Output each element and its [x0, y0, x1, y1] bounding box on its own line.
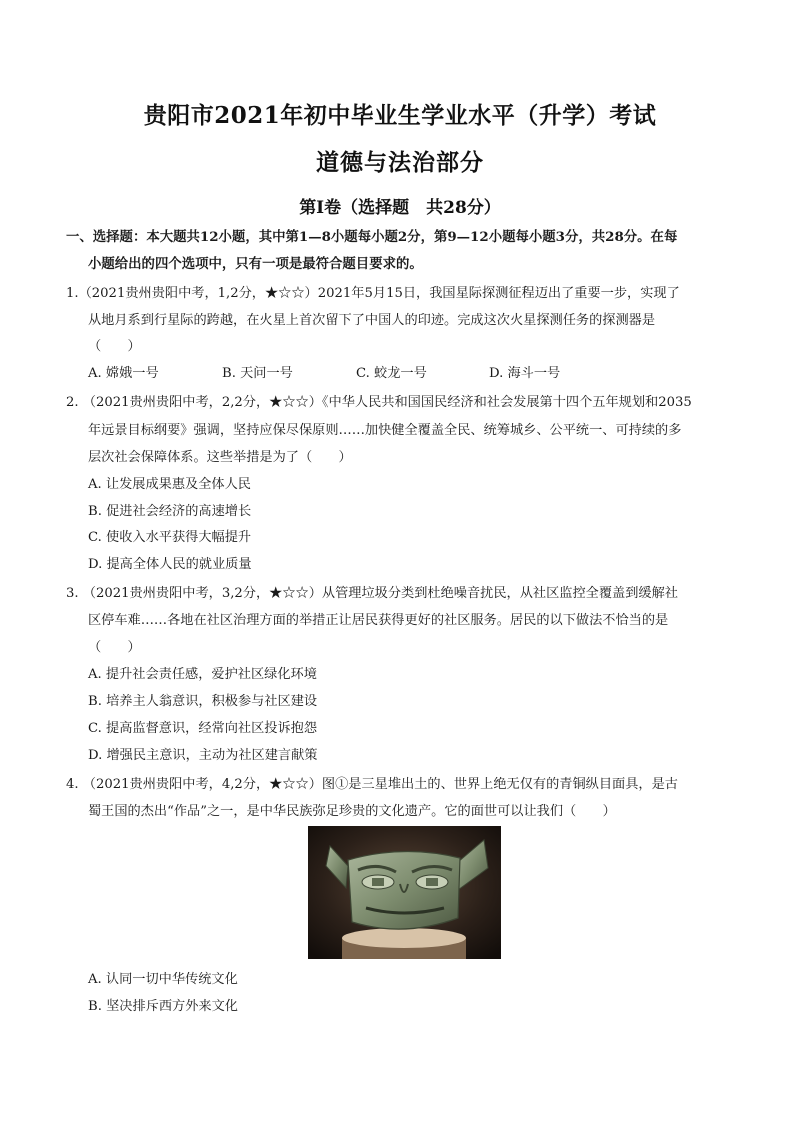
q1-line-3: （ ）: [88, 339, 141, 354]
instructions-line-1: 一、选择题：本大题共12小题，其中第1—8小题每小题2分，第9—12小题每小题3分，共28分。在每: [66, 229, 678, 245]
q4-line-1: 4. （2021贵州贵阳中考，4,2分，★☆☆）图①是三星堆出土的、世界上绝无仅有的青铜纵目面具，是古: [66, 777, 678, 792]
exam-title: 贵阳市2021年初中毕业生学业水平（升学）考试: [143, 102, 657, 129]
q1-option-b: B. 天问一号: [222, 366, 293, 381]
q3-option-b: B. 培养主人翁意识，积极参与社区建设: [88, 694, 318, 709]
q3-line-2: 区停车难……各地在社区治理方面的举措正让居民获得更好的社区服务。居民的以下做法不恰当的是: [88, 613, 669, 628]
q3-option-c: C. 提高监督意识，经常向社区投诉抱怨: [88, 721, 318, 736]
instructions-line-2: 小题给出的四个选项中，只有一项是最符合题目要求的。: [88, 256, 423, 272]
q2-line-1: 2. （2021贵州贵阳中考，2,2分，★☆☆）《中华人民共和国国民经济和社会发展第十四个五年规划和2035: [66, 395, 692, 410]
q2-option-a: A. 让发展成果惠及全体人民: [88, 477, 251, 492]
q4-option-a: A. 认同一切中华传统文化: [88, 972, 238, 987]
q2-option-d: D. 提高全体人民的就业质量: [88, 557, 252, 572]
bronze-mask-photo: [308, 826, 501, 959]
q1-option-a: A. 嫦娥一号: [88, 366, 159, 381]
q1-option-c: C. 蛟龙一号: [356, 366, 427, 381]
q3-option-a: A. 提升社会责任感，爱护社区绿化环境: [88, 667, 317, 682]
q3-option-d: D. 增强民主意识，主动为社区建言献策: [88, 748, 318, 763]
exam-subtitle: 道德与法治部分: [316, 149, 484, 176]
q3-line-3: （ ）: [88, 640, 141, 655]
q2-line-3: 层次社会保障体系。这些举措是为了（ ）: [88, 450, 352, 465]
q4-option-b: B. 坚决排斥西方外来文化: [88, 999, 238, 1014]
q1-option-d: D. 海斗一号: [489, 366, 561, 381]
q2-option-c: C. 使收入水平获得大幅提升: [88, 530, 252, 545]
q4-line-2: 蜀王国的杰出“作品”之一，是中华民族弥足珍贵的文化遗产。它的面世可以让我们（ ）: [88, 804, 616, 819]
q1-line-1: 1.（2021贵州贵阳中考，1,2分，★☆☆）2021年5月15日，我国星际探测征程迈出了重要一步，实现了: [66, 286, 680, 301]
q3-line-1: 3. （2021贵州贵阳中考，3,2分，★☆☆）从管理垃圾分类到杜绝噪音扰民，从社区监控全覆盖到缓解社: [66, 586, 678, 601]
q2-line-2: 年远景目标纲要》强调，坚持应保尽保原则……加快健全覆盖全民、统筹城乡、公平统一、可持续的多: [88, 423, 682, 438]
q1-line-2: 从地月系到行星际的跨越，在火星上首次留下了中国人的印迹。完成这次火星探测任务的探测器是: [88, 313, 656, 328]
q2-option-b: B. 促进社会经济的高速增长: [88, 504, 252, 519]
section-heading: 第Ⅰ卷（选择题 共28分）: [299, 198, 501, 218]
